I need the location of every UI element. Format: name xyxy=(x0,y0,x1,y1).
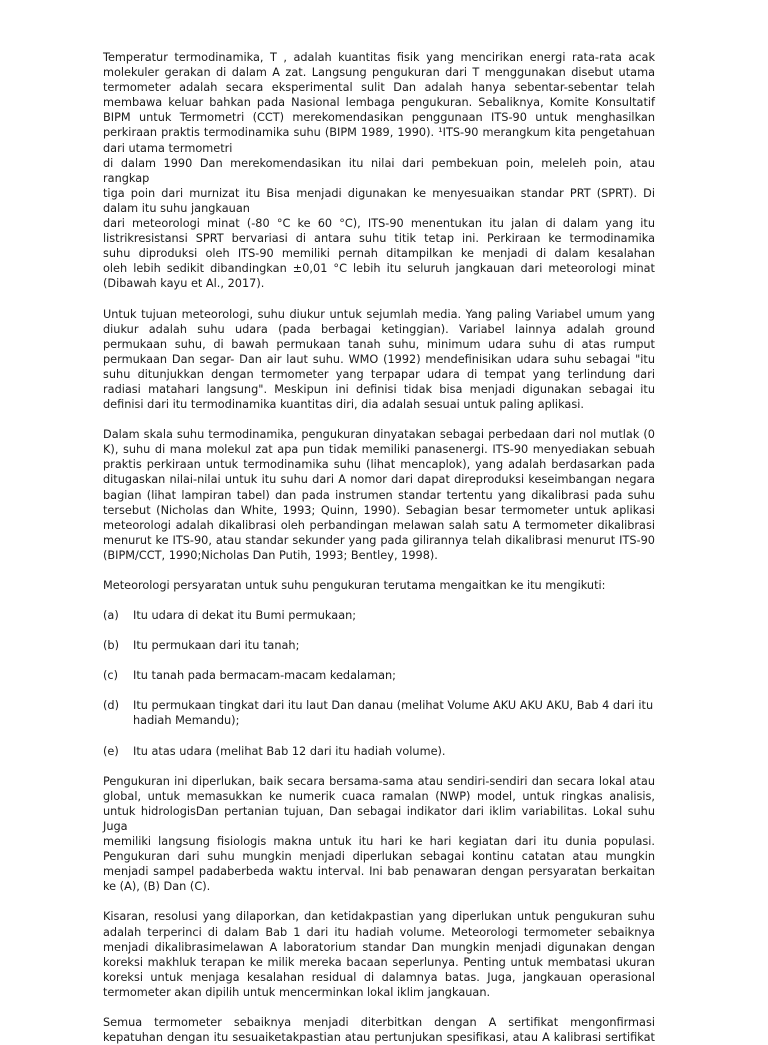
text-line: termometer adalah secara eksperimental sulit Dan adalah hanya sebentar-sebentar telah xyxy=(103,81,655,95)
list-item-text: Itu tanah pada bermacam-macam kedalaman; xyxy=(133,669,396,683)
text-line: molekuler gerakan di dalam A zat. Langsung pengukuran dari T menggunakan disebut utama xyxy=(103,66,655,80)
text-line: Temperatur termodinamika, T , adalah kuantitas fisik yang mencirikan energi rata-rata acak xyxy=(103,51,655,64)
text-line: dalam itu suhu jangkauan xyxy=(103,201,250,215)
paragraph-thermodynamic-scale: Dalam skala suhu termodinamika, pengukuran dinyatakan sebagai perbedaan dari nol mutlak (0 K), suhu di mana molekul zat apa pun tidak memiliki panasenergi. ITS-90 menyediakan sebuah praktis perkiraan untuk termodinamika suhu (lihat mencaplok), yang adalah berdasarkan pada ditugaskan nilai-nilai untuk itu suhu dari A nomor dari dapat direproduksi keseimbangan negara bagian (lihat lampiran tabel) dan pada instrumen standar tertentu yang dikalibrasi pada suhu tersebut (Nicholas dan White, 1993; Quinn, 1990). Sebagian besar termometer untuk aplikasi meteorologi adalah dikalibrasi oleh perbandingan melawan salah satu A termometer dikalibrasi menurut ke ITS-90, atau standar sekunder yang pada gilirannya telah dikalibrasi menurut ITS-90 (BIPM/CCT, 1990;Nicholas Dan Putih, 1993; Bentley, 1998). xyxy=(103,428,655,562)
list-item-text: Itu udara di dekat itu Bumi permukaan; xyxy=(133,609,357,623)
paragraph-measurement-needs-continued: memiliki langsung fisiologis makna untuk itu hari ke hari kegiatan dari itu dunia populasi. Pengukuran dari suhu mungkin menjadi diperlukan sebagai kontinu catatan atau mungkin menjadi sampel padaberbeda waktu interval. Ini bab penawaran dengan persyaratan berkaitan ke (A), (B) Dan (C). xyxy=(103,835,655,894)
text-line: listrikresistansi SPRT bervariasi di antara suhu titik tetap ini. Perkiraan ke termodinamika xyxy=(103,232,655,246)
paragraph-measurement-needs: Pengukuran ini diperlukan, baik secara bersama-sama atau sendiri-sendiri dan secara lokal atau global, untuk memasukkan ke numerik cuaca ramalan (NWP) model, untuk ringkas analisis, untuk hidrologisDan pertanian tujuan, Dan sebagai indikator dari iklim variabilitas. Lokal suhu Juga xyxy=(103,774,655,833)
list-item-label: (b) xyxy=(103,639,119,653)
text-line: membawa keluar bahkan pada Nasional lembaga pengukuran. Sebaliknya, Komite Konsultatif xyxy=(103,96,655,110)
paragraph-thermodynamic-temperature xyxy=(103,50,655,292)
text-line: perkiraan praktis termodinamika suhu (BIPM 1989, 1990). ¹ITS-90 merangkum kita pengetahuan xyxy=(103,126,655,140)
paragraph-meteorological-purpose: Untuk tujuan meteorologi, suhu diukur untuk sejumlah media. Yang paling Variabel umum yang diukur adalah suhu udara (pada berbagai ketinggian). Variabel lainnya adalah ground permukaan suhu, di bawah permukaan tanah suhu, minimum udara suhu di atas rumput permukaan Dan segar- Dan air laut suhu. WMO (1992) mendefinisikan udara suhu sebagai "itu suhu ditunjukkan dengan termometer yang terpapar udara di tempat yang terlindung dari radiasi matahari langsung". Meskipun ini definisi tidak bisa menjadi digunakan sebagai itu definisi dari itu termodinamika kuantitas diri, dia adalah sesuai untuk paling aplikasi. xyxy=(103,307,655,412)
paragraph-requirements-intro: Meteorologi persyaratan untuk suhu pengukuran terutama mengaitkan ke itu mengikuti: xyxy=(103,579,606,592)
list-item xyxy=(103,638,655,653)
document-page xyxy=(103,50,655,1045)
list-item-text: Itu permukaan tingkat dari itu laut Dan danau (melihat Volume AKU AKU AKU, Bab 4 dari itu hadiah Memandu); xyxy=(133,699,654,728)
list-item xyxy=(103,608,655,623)
text-line: dari meteorologi minat (-80 °C ke 60 °C), ITS-90 menentukan itu jalan di dalam yang itu xyxy=(103,217,655,231)
paragraph-range-resolution: Kisaran, resolusi yang dilaporkan, dan ketidakpastian yang diperlukan untuk pengukuran suhu adalah terperinci di dalam Bab 1 dari itu hadiah volume. Meteorologi termometer sebaiknya menjadi dikalibrasimelawan A laboratorium standar Dan mungkin menjadi digunakan dengan koreksi makhluk terapan ke milik mereka bacaan seperlunya. Penting untuk membatasi ukuran koreksi untuk menjaga kesalahan residual di dalamnya batas. Juga, jangkauan operasional termometer akan dipilih untuk mencerminkan lokal iklim jangkauan. xyxy=(103,910,655,999)
list-item-label: (a) xyxy=(103,609,119,623)
list-item-label: (e) xyxy=(103,744,119,758)
text-line: BIPM untuk Termometri (CCT) merekomendasikan penggunaan ITS-90 untuk menghasilkan xyxy=(103,111,655,125)
list-item-text: Itu permukaan dari itu tanah; xyxy=(133,639,300,653)
list-item xyxy=(103,668,655,683)
text-line: (Dibawah kayu et Al., 2017). xyxy=(103,277,265,291)
text-line: suhu diproduksi oleh ITS-90 memiliki pernah ditampilkan ke menjadi di dalam kesalahan xyxy=(103,247,655,261)
text-line: dari utama termometri xyxy=(103,141,233,155)
list-item-label: (c) xyxy=(103,669,119,683)
list-item xyxy=(103,698,655,728)
paragraph-certification xyxy=(103,1015,655,1045)
text-line: tiga poin dari murnizat itu Bisa menjadi digunakan ke menyesuaikan standar PRT (SPRT). Di xyxy=(103,186,655,200)
list-item-text: Itu atas udara (melihat Bab 12 dari itu hadiah volume). xyxy=(133,744,446,758)
text-line: Semua termometer sebaiknya menjadi diterbitkan dengan A sertifikat mengonfirmasi xyxy=(103,1015,655,1029)
list-item-label: (d) xyxy=(103,699,119,713)
text-line: oleh lebih sedikit dibandingkan ±0,01 °C lebih itu seluruh jangkauan dari meteorologi minat xyxy=(103,262,655,276)
text-line: kepatuhan dengan itu sesuaiketakpastian atau pertunjukan spesifikasi, atau A kalibrasi sertifikat xyxy=(103,1031,655,1045)
list-item xyxy=(103,744,655,759)
text-line: di dalam 1990 Dan merekomendasikan itu nilai dari pembekuan poin, meleleh poin, atau rangkap xyxy=(103,156,655,185)
